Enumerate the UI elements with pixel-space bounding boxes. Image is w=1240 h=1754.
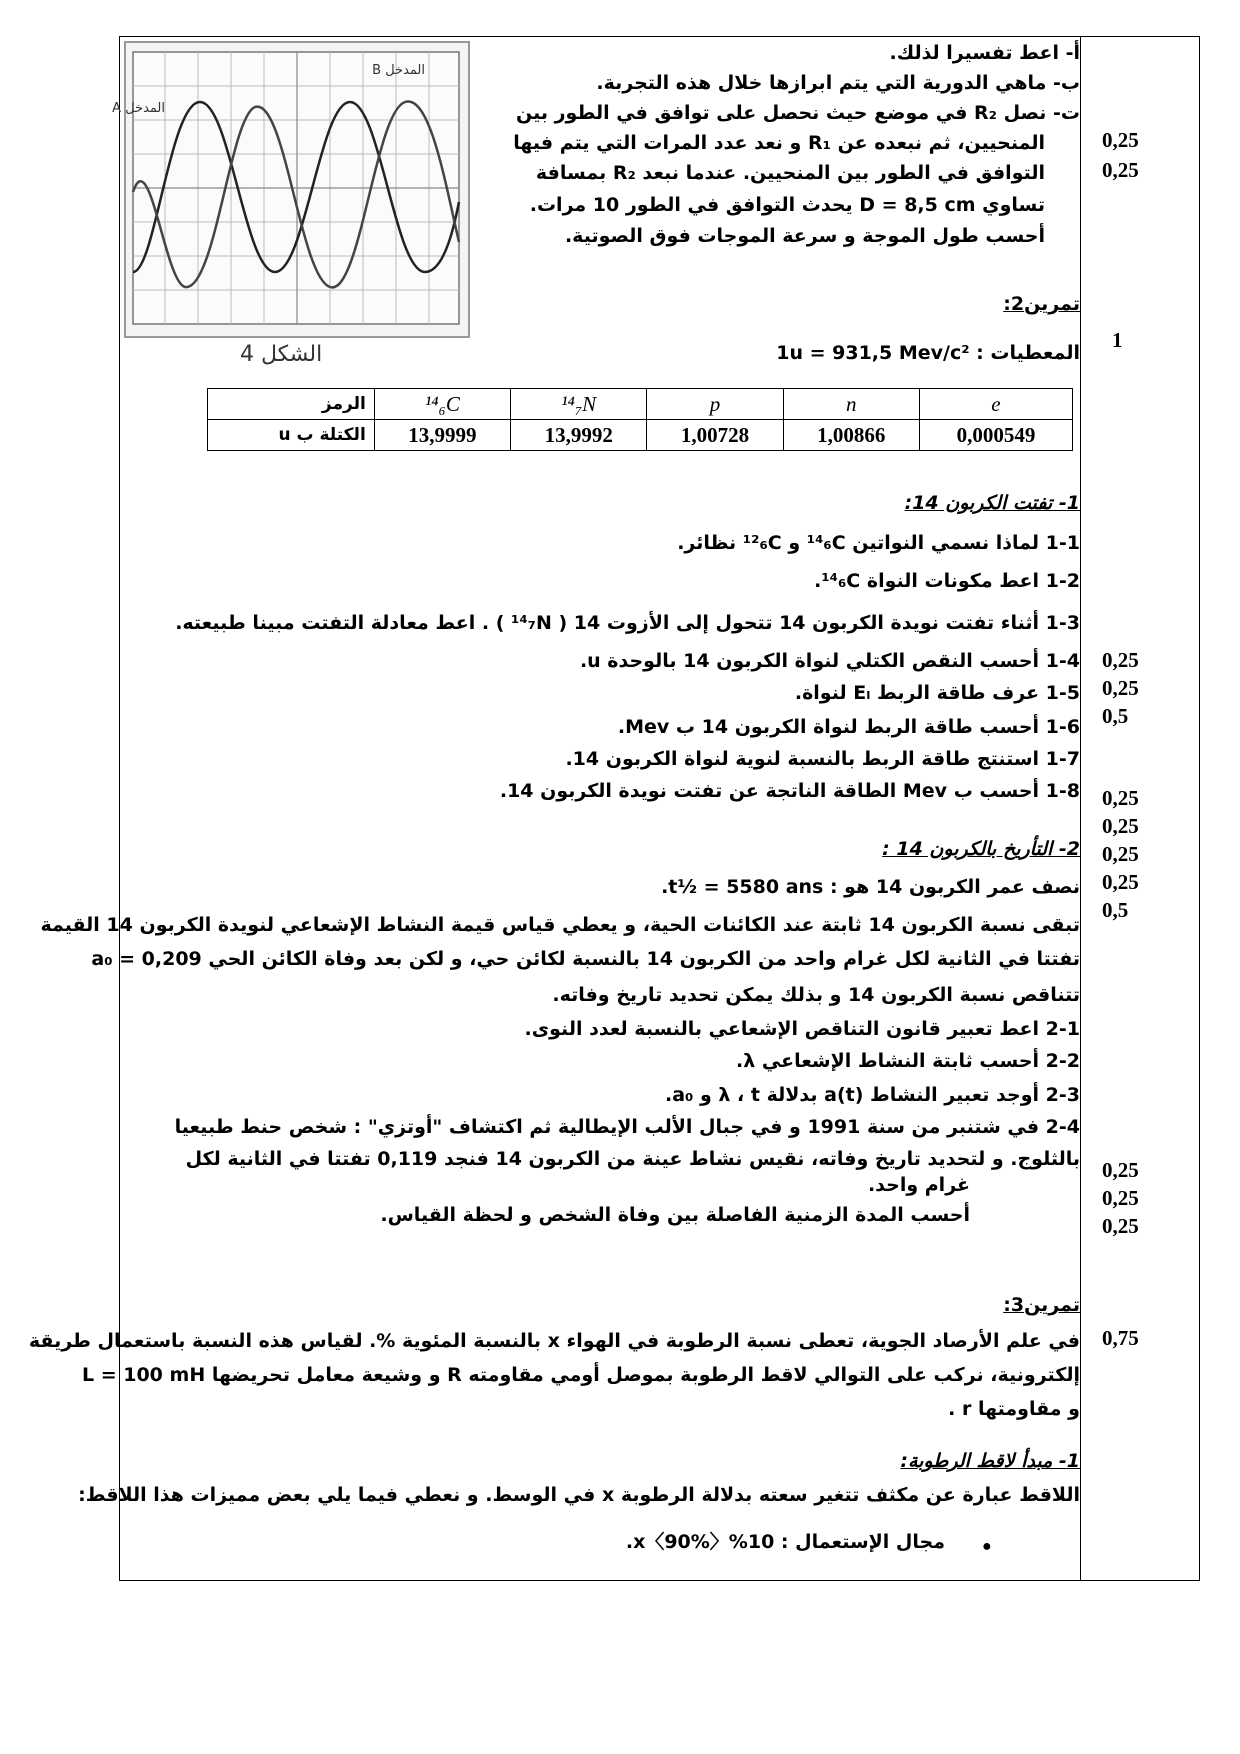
ex1-question-c-line5: أحسب طول الموجة و سرعة الموجات فوق الصوتية. xyxy=(564,225,1045,247)
ex3-part1-title: 1- مبدأ لاقط الرطوبة: xyxy=(900,1450,1080,1472)
table-header-cell: ¹⁴₆C xyxy=(374,389,510,420)
ex1-question-c-line3: التوافق في الطور بين المنحيين. عندما نبعد R₂ بمسافة xyxy=(535,162,1045,184)
q1-1: 1-1 لماذا نسمي النواتين ¹⁴₆C و ¹²₆C نظائر. xyxy=(677,532,1080,554)
ex1-question-c-line2: المنحيين، ثم نبعده عن R₁ و نعد عدد المرات التي يتم فيها xyxy=(513,132,1045,154)
table-header-cell: n xyxy=(783,389,919,420)
ex2-part2-title: 2- التأريخ بالكربون 14 : xyxy=(882,838,1080,860)
table-cell: 13,9999 xyxy=(374,420,510,451)
table-header-cell: ¹⁴₇N xyxy=(511,389,647,420)
ex1-question-c-line1: ت- نصل R₂ في موضع حيث نحصل على توافق في الطور بين xyxy=(515,102,1080,124)
ex2-part1-title: 1- تفتت الكربون 14: xyxy=(904,492,1080,514)
q1-2: 1-2 اعط مكونات النواة ¹⁴₆C. xyxy=(814,570,1080,592)
q2-4-line3: غرام واحد. xyxy=(867,1174,970,1196)
ex3-paragraph-line3: و مقاومتها r . xyxy=(948,1398,1080,1420)
table-cell: 0,000549 xyxy=(919,420,1072,451)
score: 0,25 xyxy=(1102,158,1139,182)
table-cell: 13,9992 xyxy=(511,420,647,451)
score: 0,25 xyxy=(1102,814,1139,838)
q2-2: 2-2 أحسب ثابتة النشاط الإشعاعي λ. xyxy=(736,1050,1080,1072)
score: 1 xyxy=(1112,328,1123,352)
score: 0,25 xyxy=(1102,870,1139,894)
q1-7: 1-7 استنتج طاقة الربط بالنسبة لنوية لنواة الكربون 14. xyxy=(565,748,1080,770)
table-row-label: الكتلة ب u xyxy=(208,420,375,451)
score: 0,25 xyxy=(1102,1158,1139,1182)
input-b-label: المدخل B xyxy=(372,63,425,78)
score: 0,25 xyxy=(1102,842,1139,866)
q2-3: 2-3 أوجد تعبير النشاط a(t) بدلالة λ ، t و a₀. xyxy=(665,1084,1080,1106)
scores-column-divider xyxy=(1080,36,1081,1581)
table-header-cell: p xyxy=(647,389,783,420)
table-header-cell: الرمز xyxy=(208,389,375,420)
ex2-paragraph-line2: a₀ = 0,209 تفتتا في الثانية لكل غرام واحد من الكربون 14 بالنسبة لكائن حي، و لكن بعد وفاة الكائن الحي xyxy=(91,948,1080,970)
ex3-title: تمرين3: xyxy=(1003,1294,1080,1316)
q2-4-line2: بالثلوج. و لتحديد تاريخ وفاته، نقيس نشاط عينة من الكربون 14 فنجد 0,119 تفتتا في الثانية لكل xyxy=(185,1148,1080,1170)
q2-1: 2-1 اعط تعبير قانون التناقص الإشعاعي بالنسبة لعدد النوى. xyxy=(524,1018,1080,1040)
ex3-bullet-range: مجال الإستعمال : 10%〈x〈90%. xyxy=(625,1531,945,1553)
half-life-line: نصف عمر الكربون 14 هو : t½ = 5580 ans. xyxy=(661,876,1080,898)
figure-caption: الشكل 4 xyxy=(240,342,323,367)
mass-table xyxy=(207,388,1073,451)
score: 0,25 xyxy=(1102,648,1139,672)
q1-4: 1-4 أحسب النقص الكتلي لنواة الكربون 14 بالوحدة u. xyxy=(579,650,1080,672)
score: 0,25 xyxy=(1102,676,1139,700)
ex3-paragraph-line1: في علم الأرصاد الجوية، تعطى نسبة الرطوبة في الهواء x بالنسبة المئوية %. لقياس هذه النسبة باستعمال طريقة xyxy=(28,1330,1080,1352)
q2-4-line1: 2-4 في شتنبر من سنة 1991 و في جبال الألب الإيطالية ثم اكتشاف "أوتزي" : شخص حنط طبيعيا xyxy=(174,1116,1080,1138)
bullet-icon: ● xyxy=(982,1538,992,1555)
ex3-paragraph-line4: اللاقط عبارة عن مكثف تتغير سعته بدلالة الرطوبة x في الوسط. و نعطي فيما يلي بعض مميزات هذا اللاقط: xyxy=(78,1484,1080,1506)
score: 0,25 xyxy=(1102,128,1139,152)
q1-5: 1-5 عرف طاقة الربط Eₗ لنواة. xyxy=(794,682,1080,704)
ex1-question-c-line4: تساوي D = 8,5 cm يحدث التوافق في الطور 10 مرات. xyxy=(529,194,1045,216)
q1-6: 1-6 أحسب طاقة الربط لنواة الكربون 14 ب Mev. xyxy=(617,716,1080,738)
table-cell: 1,00728 xyxy=(647,420,783,451)
score: 0,25 xyxy=(1102,1186,1139,1210)
score: 0,25 xyxy=(1102,1214,1139,1238)
q1-3: 1-3 أثناء تفتت نويدة الكربون 14 تتحول إلى الأزوت 14 ( ¹⁴₇N ) . اعط معادلة التفتت مبينا طبيعته. xyxy=(175,612,1080,634)
ex1-question-b: ب- ماهي الدورية التي يتم ابرازها خلال هذه التجربة. xyxy=(596,72,1080,94)
input-a-label: المدخل A xyxy=(112,101,165,116)
ex1-question-a: أ- اعط تفسيرا لذلك. xyxy=(889,42,1080,64)
ex2-paragraph-line1: تبقى نسبة الكربون 14 ثابتة عند الكائنات الحية، و يعطي قياس قيمة النشاط الإشعاعي لنويدة الكربون 14 القيمة xyxy=(40,914,1080,936)
oscilloscope-figure xyxy=(112,42,469,337)
q1-8: 1-8 أحسب ب Mev الطاقة الناتجة عن تفتت نويدة الكربون 14. xyxy=(499,780,1080,802)
ex2-title: تمرين2: xyxy=(1003,293,1080,315)
ex2-givens: المعطيات : 1u = 931,5 Mev/c² xyxy=(776,342,1080,364)
score: 0,5 xyxy=(1102,898,1129,922)
score: 0,5 xyxy=(1102,704,1129,728)
ex2-paragraph-line3: تتناقص نسبة الكربون 14 و بذلك يمكن تحديد تاريخ وفاته. xyxy=(552,984,1080,1006)
score: 0,75 xyxy=(1102,1326,1139,1350)
ex3-paragraph-line2: إلكترونية، نركب على التوالي لاقط الرطوبة بموصل أومي مقاومته R و وشيعة معامل تحريضها L = 100 mH xyxy=(81,1364,1080,1386)
table-header-cell: e xyxy=(919,389,1072,420)
score: 0,25 xyxy=(1102,786,1139,810)
q2-4-line4: أحسب المدة الزمنية الفاصلة بين وفاة الشخص و لحظة القياس. xyxy=(380,1204,970,1226)
table-cell: 1,00866 xyxy=(783,420,919,451)
